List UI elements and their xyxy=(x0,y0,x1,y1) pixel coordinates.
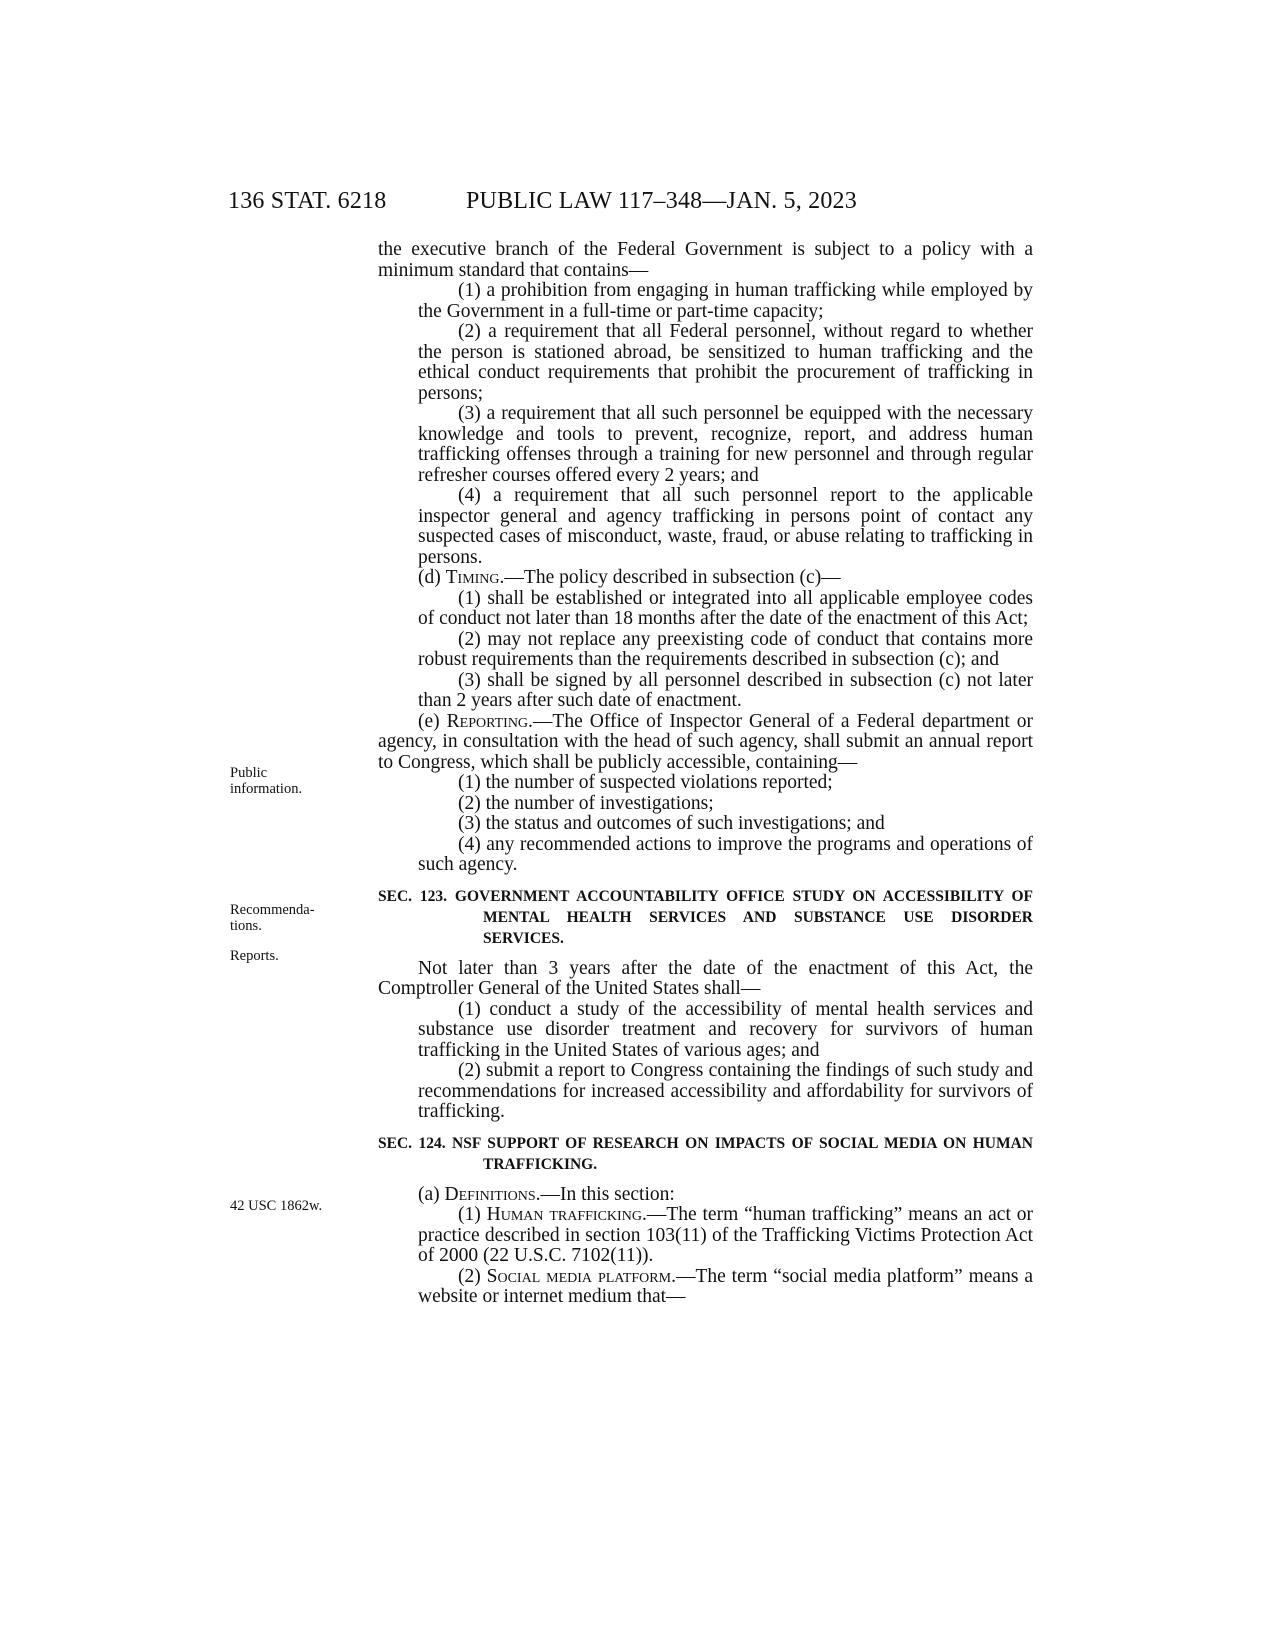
e-item-2: (2) the number of investigations; xyxy=(458,792,714,814)
c-item-4: (4) a requirement that all such personnel report to the applicable inspector general and agency trafficking in persons point of contact any suspected cases of misconduct, waste, fraud, or abuse relating to trafficking in persons. xyxy=(418,485,1033,568)
subsection-e-text: .—The Office of Inspector General of a Federal department or agency, in consultation with the head of such agency, shall submit an annual report to Congress, which shall be publicly accessible, containing— xyxy=(378,710,1034,773)
c-item-3: (3) a requirement that all such personnel be equipped with the necessary knowledge and tools to prevent, recognize, report, and address human trafficking offenses through a training for new personnel and through regular refresher courses offered every 2 years; and xyxy=(418,403,1033,486)
a-item-1-text: .—The term “human trafficking” means an act or practice described in section 103(11) of the Trafficking Victims Protection Act of 2000 (22 U.S.C. 7102(11)). xyxy=(418,1204,1033,1266)
public-law-title: PUBLIC LAW 117–348—JAN. 5, 2023 xyxy=(466,188,857,214)
c-item-2: (2) a requirement that all Federal personnel, without regard to whether the person is stationed abroad, be sensitized to human trafficking and the ethical conduct requirements that prohibit the procurement of trafficking in persons; xyxy=(418,321,1033,404)
subsection-a-prefix: (a) xyxy=(418,1183,445,1205)
statute-body xyxy=(378,240,1033,1308)
intro-paragraph: the executive branch of the Federal Government is subject to a policy with a minimum standard that contains— xyxy=(378,239,1033,281)
sec-123-intro: Not later than 3 years after the date of the enactment of this Act, the Comptroller General of the United States shall— xyxy=(378,957,1033,999)
subsection-a-text: .—In this section: xyxy=(535,1183,675,1205)
subsection-e-prefix: (e) xyxy=(418,710,447,732)
e-item-4: (4) any recommended actions to improve the programs and operations of such agency. xyxy=(418,833,1033,875)
e-item-3: (3) the status and outcomes of such investigations; and xyxy=(458,813,885,834)
subsection-e-heading: Reporting xyxy=(446,710,529,732)
a-item-2-text: .—The term “social media platform” means a website or internet medium that— xyxy=(418,1265,1033,1307)
a-item-2-prefix: (2) xyxy=(458,1265,487,1287)
a-item-2-heading: Social media platform xyxy=(486,1265,672,1287)
a-item-2 xyxy=(378,1267,1033,1308)
subsection-a xyxy=(378,1185,1033,1206)
margin-note-usc-citation: 42 USC 1862w. xyxy=(230,1198,323,1214)
a-item-1 xyxy=(378,1205,1033,1267)
e-item-1: (1) the number of suspected violations reported; xyxy=(458,772,833,793)
margin-note-public-information: Public information. xyxy=(230,765,303,797)
margin-note-recommendations: Recommenda- tions. xyxy=(230,902,315,934)
subsection-d-prefix: (d) xyxy=(418,567,446,588)
sec-123-item-1: (1) conduct a study of the accessibility of mental health services and substance use disorder treatment and recovery for survivors of human trafficking in the United States of various ages; and xyxy=(418,998,1033,1061)
subsection-d-heading: Timing xyxy=(445,567,500,588)
page-reference: 136 STAT. 6218 xyxy=(228,188,387,214)
a-item-1-heading: Human trafficking xyxy=(486,1204,642,1225)
sec-123-item-2: (2) submit a report to Congress containing the findings of such study and recommendations for increased accessibility and affordability for survivors of trafficking. xyxy=(418,1060,1033,1122)
subsection-d-text: .—The policy described in subsection (c)— xyxy=(499,567,841,588)
d-item-3: (3) shall be signed by all personnel described in subsection (c) not later than 2 years after such date of enactment. xyxy=(418,669,1033,711)
a-item-1-prefix: (1) xyxy=(458,1204,487,1225)
subsection-d xyxy=(378,568,1033,589)
subsection-e xyxy=(378,712,1033,774)
d-item-2: (2) may not replace any preexisting code of conduct that contains more robust requirements than the requirements described in subsection (c); and xyxy=(418,628,1033,670)
subsection-a-heading: Definitions xyxy=(444,1183,536,1205)
sec-124-heading: SEC. 124. NSF SUPPORT OF RESEARCH ON IMPACTS OF SOCIAL MEDIA ON HUMAN TRAFFICKING. xyxy=(378,1134,1033,1173)
c-item-1: (1) a prohibition from engaging in human trafficking while employed by the Government in a full-time or part-time capacity; xyxy=(418,280,1033,322)
d-item-1: (1) shall be established or integrated into all applicable employee codes of conduct not later than 18 months after the date of the enactment of this Act; xyxy=(418,587,1033,629)
margin-note-reports: Reports. xyxy=(230,948,279,964)
sec-123-heading: SEC. 123. GOVERNMENT ACCOUNTABILITY OFFICE STUDY ON ACCESSIBILITY OF MENTAL HEALTH SERVICES AND SUBSTANCE USE DISORDER SERVICES. xyxy=(378,887,1033,947)
